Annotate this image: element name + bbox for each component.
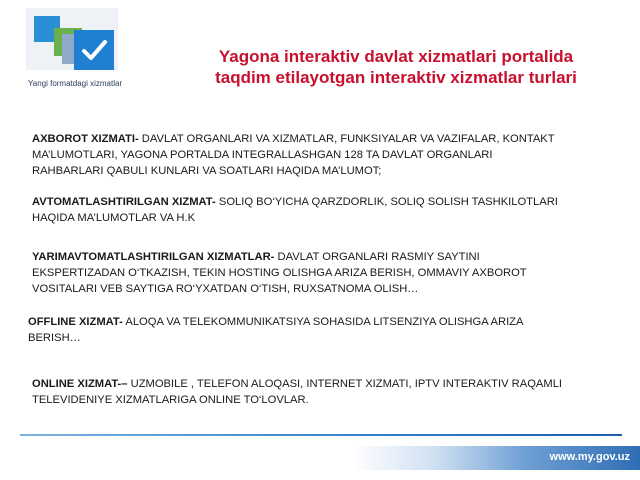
service-item-yarimavtomatlashtirilgan xyxy=(32,249,632,297)
footer-bar xyxy=(0,446,640,470)
item-text: DAVLAT ORGANLARI RASMIY SAYTINI xyxy=(274,251,480,263)
item-text: DAVLAT ORGANLARI VA XIZMATLAR, FUNKSIYALAR VA VAZIFALAR, KONTAKT xyxy=(138,133,555,145)
item-heading: ONLINE XIZMAT-– xyxy=(32,378,128,390)
service-item-online xyxy=(32,376,636,408)
item-text: RAHBARLARI QABULI KUNLARI VA SOATLARI HAQIDA MA’LUMOT; xyxy=(32,165,382,177)
item-text: HAQIDA MA’LUMOTLAR VA H.K xyxy=(32,212,196,224)
title-line-2: taqdim etilayotgan interaktiv xizmatlar turlari xyxy=(215,68,577,87)
title-line-1: Yagona interaktiv davlat xizmatlari portalida xyxy=(218,47,574,66)
logo-caption: Yangi formatdagi xizmatlar xyxy=(28,79,123,88)
item-heading: OFFLINE XIZMAT- xyxy=(28,316,123,328)
item-text: ALOQA VA TELEKOMMUNIKATSIYA SOHASIDA LITSENZIYA OLISHGA ARIZA xyxy=(122,316,524,328)
footer-url: www.my.gov.uz xyxy=(549,451,630,463)
service-item-avtomatlashtirilgan xyxy=(32,194,632,226)
item-heading: YARIMAVTOMATLASHTIRILGAN XIZMATLAR- xyxy=(32,251,275,263)
item-text: UZMOBILE , TELEFON ALOQASI, INTERNET XIZMATI, IPTV INTERAKTIV RAQAMLI xyxy=(127,378,563,390)
service-item-offline xyxy=(28,314,632,346)
item-text: BERISH… xyxy=(28,332,81,344)
service-item-axborot xyxy=(32,131,632,179)
bottom-divider xyxy=(20,434,622,436)
page-title xyxy=(160,46,632,88)
item-text: VOSITALARI VEB SAYTIGA RO‘YXATDAN O‘TISH, RUXSATNOMA OLISH… xyxy=(32,283,419,295)
item-heading: AVTOMATLASHTIRILGAN XIZMAT- xyxy=(32,196,216,208)
checkmark-icon xyxy=(74,30,114,70)
logo xyxy=(18,8,118,76)
item-text: MA’LUMOTLARI, YAGONA PORTALDA INTEGRALLASHGAN 128 TA DAVLAT ORGANLARI xyxy=(32,149,493,161)
item-text: EKSPERTIZADAN O‘TKAZISH, TEKIN HOSTING OLISHGA ARIZA BERISH, OMMAVIY AXBOROT xyxy=(32,267,527,279)
item-heading: AXBOROT XIZMATI- xyxy=(32,133,139,145)
item-text: SOLIQ BO‘YICHA QARZDORLIK, SOLIQ SOLISH TASHKILOTLARI xyxy=(215,196,558,208)
item-text: TELEVIDENIYE XIZMATLARIGA ONLINE TO‘LOVLAR. xyxy=(32,394,309,406)
